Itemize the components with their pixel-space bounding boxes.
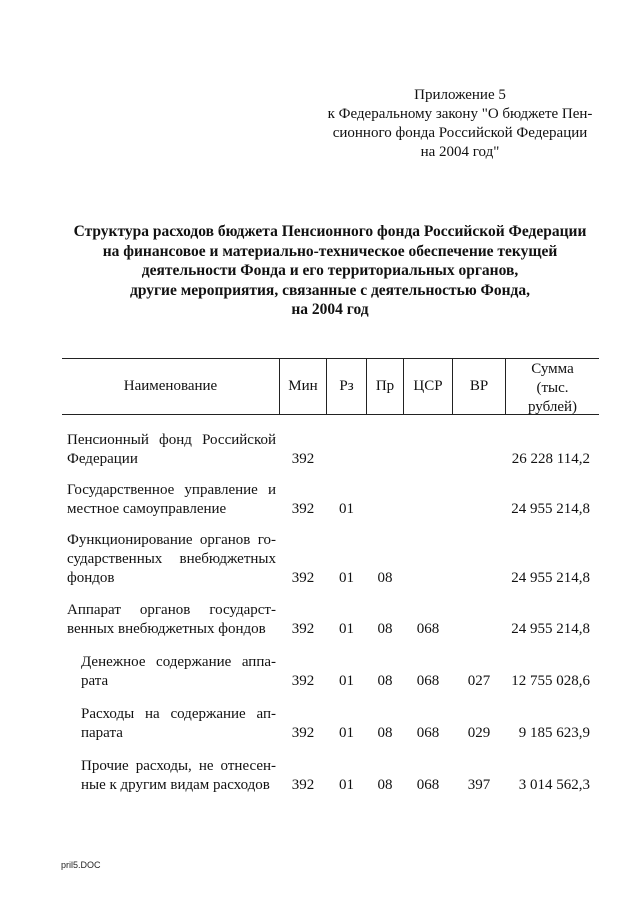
row-name-line: рата [81, 673, 109, 689]
title-line: другие мероприятия, связанные с деятельностью Фонда, [129, 281, 530, 299]
row-min: 392 [291, 621, 315, 637]
row-name-line: Прочие расходы, не отнесен- [81, 758, 276, 774]
row-name-line: венных внебюджетных фондов [67, 621, 266, 637]
table-row-name [81, 653, 276, 691]
appendix-header [300, 86, 620, 162]
row-name-line: парата [81, 725, 123, 741]
row-sum: 24 955 214,8 [511, 501, 590, 517]
table-row-name [67, 531, 276, 588]
row-sum: 26 228 114,2 [511, 451, 590, 467]
header-sum [506, 360, 599, 417]
table-top-rule [62, 358, 599, 359]
title-line: Структура расходов бюджета Пенсионного фонда Российской Федерации [73, 223, 587, 240]
row-name-line: сударственных внебюджетных [67, 551, 276, 567]
row-pr: 08 [377, 570, 393, 586]
row-min: 392 [291, 501, 315, 517]
table-row-name [81, 705, 276, 743]
header-vr: ВР [469, 378, 489, 394]
row-rz: 01 [339, 501, 354, 517]
row-min: 392 [291, 777, 315, 793]
table-row-name [67, 481, 276, 519]
row-min: 392 [291, 570, 315, 586]
row-name-line: Государственное управление и [67, 482, 276, 498]
row-min: 392 [291, 725, 315, 741]
row-pr: 08 [377, 777, 393, 793]
row-sum: 3 014 562,3 [518, 777, 590, 793]
header-pr: Пр [375, 378, 395, 394]
header-min: Мин [288, 378, 318, 394]
title-line: деятельности Фонда и его территориальных органов, [141, 262, 519, 279]
row-csr: 068 [416, 777, 440, 793]
row-pr: 08 [377, 621, 393, 637]
row-sum: 24 955 214,8 [511, 621, 590, 637]
title-line: на 2004 год [291, 301, 369, 318]
row-name-line: Расходы на содержание ап- [81, 706, 276, 722]
row-name-line: Федерации [67, 451, 138, 467]
row-vr: 027 [467, 673, 491, 689]
row-min: 392 [291, 673, 315, 689]
header-sum-line: рублей) [527, 399, 578, 415]
row-rz: 01 [339, 673, 354, 689]
row-rz: 01 [339, 725, 354, 741]
appendix-line: Приложение 5 [414, 87, 506, 103]
row-name-line: местное самоуправление [67, 501, 227, 517]
footer-filename: pril5.DOC [61, 860, 101, 870]
row-vr: 029 [467, 725, 491, 741]
row-name-line: фондов [67, 570, 115, 586]
title-line: на финансовое и материально-техническое обеспечение текущей [102, 242, 558, 260]
table-row-name [67, 601, 276, 639]
header-rz: Рз [339, 378, 354, 394]
row-sum: 12 755 028,6 [511, 673, 590, 689]
header-name: Наименование [123, 378, 218, 394]
table-row-name [81, 757, 276, 795]
row-vr: 397 [467, 777, 491, 793]
row-name-line: ные к другим видам расходов [81, 777, 270, 793]
row-name-line: Денежное содержание аппа- [81, 654, 276, 670]
row-pr: 08 [377, 725, 393, 741]
header-sum-line: Сумма [531, 361, 574, 377]
header-csr: ЦСР [413, 378, 443, 394]
row-sum: 24 955 214,8 [511, 570, 590, 586]
row-sum: 9 185 623,9 [518, 725, 590, 741]
row-name-line: Аппарат органов государст- [67, 602, 276, 618]
row-rz: 01 [339, 777, 354, 793]
row-csr: 068 [416, 725, 440, 741]
appendix-line: сионного фонда Российской Федерации [332, 125, 588, 141]
row-rz: 01 [339, 570, 354, 586]
document-title [40, 222, 620, 320]
appendix-line: к Федеральному закону "О бюджете Пен- [327, 106, 593, 122]
row-rz: 01 [339, 621, 354, 637]
row-csr: 068 [416, 621, 440, 637]
table-row-name [67, 431, 276, 469]
header-sum-line: (тыс. [536, 380, 569, 396]
row-pr: 08 [377, 673, 393, 689]
row-name-line: Пенсионный фонд Российской [67, 432, 276, 448]
appendix-line: на 2004 год" [420, 144, 500, 160]
row-min: 392 [291, 451, 315, 467]
row-csr: 068 [416, 673, 440, 689]
row-name-line: Функционирование органов го- [67, 532, 276, 548]
